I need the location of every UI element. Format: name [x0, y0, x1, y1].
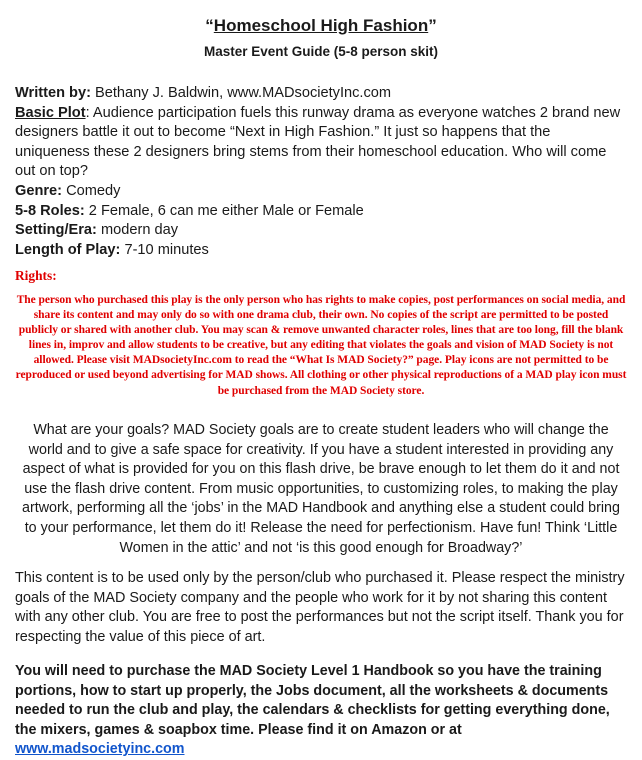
length-row	[15, 241, 627, 261]
written-by-row	[15, 84, 627, 104]
goals-paragraph: What are your goals? MAD Society goals are to create student leaders who will change the world and to give a safe space for creativity. If you have a student interested in providing any aspect of what is provided for you on this flash drive, be brave enough to let them do it and not use the flash drive content. From music opportunities, to customizing roles, to making the play artwork, performing all the ‘jobs’ in the MAD Handbook and anything else a student could bring to your performance, let them do it! Release the need for perfectionism. Have fun! Think ‘Little Women in the attic’ and not ‘is this good enough for Broadway?’	[22, 422, 620, 556]
setting-row	[15, 221, 627, 241]
rights-text: The person who purchased this play is the only person who has rights to make copies, post performances on social media, and share its content and may only do so with one drama club, their own. No copies of the script are permitted to be posted publicly or shared with another club. You may scan & remove unwanted character roles, lines that are too long, fill the blank lines in, improv and allow students to be creative, but any editing that violates the goals and vision of MAD Society is not allowed. Please visit MADsocietyInc.com to read the “What Is MAD Society?” page. Play icons are not permitted to be reproduced or used beyond advertising for MAD shows. All clothing or other physical reproductions of a MAD play icon must be purchased from the MAD Society store.	[15, 294, 627, 397]
genre-value: Comedy	[62, 182, 121, 199]
play-details	[15, 84, 627, 260]
play-title: Homeschool High Fashion	[213, 16, 429, 35]
written-by-label: Written by:	[15, 85, 91, 101]
title-quote-close: ”	[428, 16, 437, 35]
document-subtitle: Master Event Guide (5-8 person skit)	[203, 44, 439, 59]
roles-row	[15, 202, 627, 222]
basic-plot-value: : Audience participation fuels this runway drama as everyone watches 2 brand new designers battle it out to become “Next in High Fashion.” It just so happens that the uniqueness these 2 designers bring stems from their homeschool education. Who will come out on top?	[15, 104, 621, 180]
roles-value: 2 Female, 6 can me either Male or Female	[84, 202, 364, 219]
title-quote-open: “	[205, 16, 214, 35]
roles-label: 5-8 Roles:	[15, 202, 85, 219]
website-link[interactable]: www.madsocietyinc.com	[15, 741, 185, 758]
usage-paragraph: This content is to be used only by the person/club who purchased it. Please respect the ministry goals of the MAD Society company and the people who work for it by not sharing this content with any other club. You are free to post the performances but not the script itself. Thank you for respecting the value of this piece of art.	[15, 570, 625, 645]
rights-heading: Rights:	[15, 268, 57, 283]
basic-plot-label: Basic Plot	[15, 104, 86, 121]
length-label: Length of Play:	[15, 241, 121, 258]
setting-value: modern day	[96, 222, 179, 239]
handbook-text: You will need to purchase the MAD Society Level 1 Handbook so you have the training portions, how to start up properly, the Jobs document, all the worksheets & documents needed to run the club and play, the calendars & checklists for getting everything done, the mixers, games & soapbox time. Please find it on Amazon or at	[15, 663, 610, 738]
length-value: 7-10 minutes	[120, 241, 209, 258]
genre-label: Genre:	[15, 182, 63, 199]
genre-row	[15, 182, 627, 202]
document-title	[15, 16, 627, 36]
basic-plot-row	[15, 104, 627, 182]
written-by-value: Bethany J. Baldwin, www.MADsocietyInc.com	[90, 85, 392, 101]
setting-label: Setting/Era:	[15, 222, 97, 239]
handbook-paragraph	[15, 662, 627, 760]
